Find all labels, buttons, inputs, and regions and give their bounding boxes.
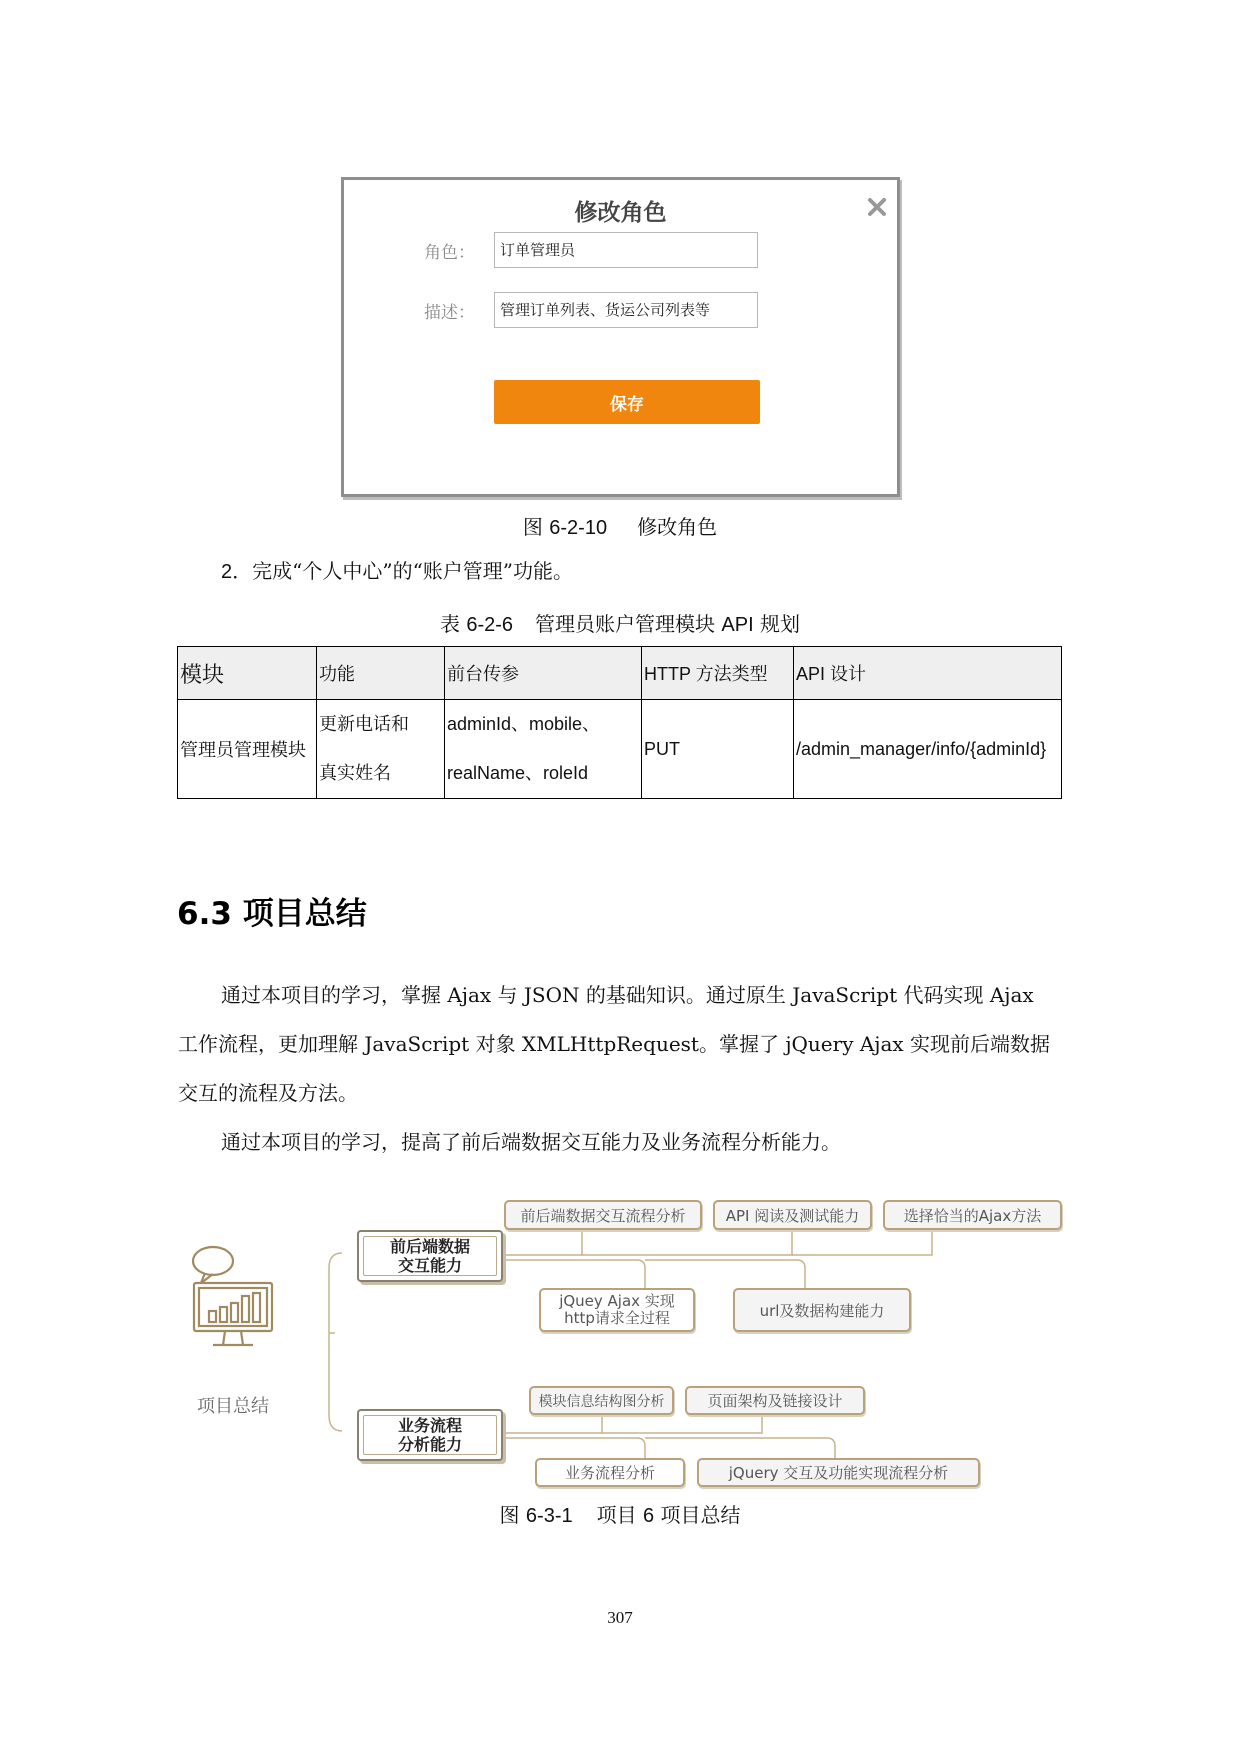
step-description: 完成“个人中心”的“账户管理”功能。 <box>252 559 574 583</box>
node-api-reading-testing: API 阅读及测试能力 <box>713 1200 872 1230</box>
node-interaction-flow-analysis: 前后端数据交互流程分析 <box>504 1200 702 1230</box>
page-number: 307 <box>607 1608 633 1627</box>
branch-business-analysis-line1: 业务流程 <box>397 1416 462 1435</box>
branch-business-analysis-line2: 分析能力 <box>397 1435 462 1454</box>
cell-function-line2: 真实姓名 <box>319 763 391 784</box>
cell-params-line1: adminId、mobile、 <box>447 714 601 734</box>
header-api-design: API 设计 <box>794 647 1062 700</box>
table-row <box>178 700 1062 799</box>
step-number: 2． <box>221 561 253 583</box>
node-jquery-ajax-http <box>539 1288 695 1332</box>
node-jquery-ajax-http-line2: http请求全过程 <box>564 1309 670 1327</box>
cell-module: 管理员管理模块 <box>178 700 317 799</box>
summary-paragraph-line1: 通过本项目的学习，掌握 Ajax 与 JSON 的基础知识。通过原生 JavaScript 代码实现 Ajax <box>221 983 1034 1007</box>
mindmap-root-label: 项目总结 <box>197 1396 269 1417</box>
table-caption-title-b: 规划 <box>753 612 801 636</box>
fig2-caption-prefix: 图 <box>499 1503 526 1527</box>
table-caption-6-2-6 <box>0 608 1240 637</box>
fig2-caption-title-b: 项目总结 <box>654 1503 741 1527</box>
node-page-architecture-design: 页面架构及链接设计 <box>685 1386 865 1415</box>
figure-caption-6-3-1 <box>0 1499 1240 1528</box>
caption-number: 6-2-10 <box>549 517 608 539</box>
description-input[interactable]: 管理订单列表、货运公司列表等 <box>494 292 758 328</box>
node-module-structure-analysis: 模块信息结构图分析 <box>529 1386 674 1415</box>
role-input[interactable]: 订单管理员 <box>494 232 758 268</box>
fig2-caption-title-a: 项目 <box>596 1503 643 1527</box>
table-header-row <box>178 647 1062 700</box>
api-plan-table <box>177 646 1062 799</box>
cell-function-line1: 更新电话和 <box>319 714 409 735</box>
caption-prefix: 图 <box>522 515 550 539</box>
summary-paragraph-line2: 工作流程，更加理解 JavaScript 对象 XMLHttpRequest。掌握了 jQuery Ajax 实现前后端数据 <box>178 1032 1051 1056</box>
branch-business-analysis <box>357 1409 503 1461</box>
branch-data-interaction-line1: 前后端数据 <box>389 1237 470 1256</box>
summary-paragraph-2: 通过本项目的学习，提高了前后端数据交互能力及业务流程分析能力。 <box>221 1130 841 1154</box>
save-button[interactable]: 保存 <box>494 380 760 424</box>
cell-method: PUT <box>642 700 794 799</box>
fig2-caption-title-num: 6 <box>642 1505 655 1527</box>
header-params: 前台传参 <box>445 647 642 700</box>
monitor-chart-icon <box>189 1243 279 1357</box>
figure-caption-6-2-10 <box>0 511 1240 540</box>
section-heading: 6.3 项目总结 <box>177 896 367 932</box>
cell-params-line2: realName、roleId <box>447 763 589 783</box>
step-2-text <box>221 547 1111 597</box>
header-http-method: HTTP 方法类型 <box>642 647 794 700</box>
caption-title: 修改角色 <box>637 515 718 539</box>
description-label: 描述： <box>424 303 475 323</box>
close-icon[interactable] <box>866 196 888 218</box>
cell-function <box>317 700 445 799</box>
fig2-caption-number: 6-3-1 <box>525 1505 573 1527</box>
branch-data-interaction <box>357 1230 503 1282</box>
node-business-flow-analysis: 业务流程分析 <box>535 1458 685 1487</box>
header-module: 模块 <box>178 647 317 700</box>
summary-paragraph-line3: 交互的流程及方法。 <box>178 1081 358 1105</box>
cell-api: /admin_manager/info/{adminId} <box>794 700 1062 799</box>
table-caption-title-a: 管理员账户管理模块 <box>535 612 722 636</box>
node-jquery-ajax-http-line1: jQuey Ajax 实现 <box>559 1292 675 1310</box>
edit-role-dialog <box>341 177 900 497</box>
table-caption-title-api: API <box>721 614 754 636</box>
project-summary-mindmap <box>177 1183 1066 1488</box>
node-jquery-function-flow-analysis: jQuery 交互及功能实现流程分析 <box>697 1458 980 1487</box>
node-choose-ajax-method: 选择恰当的Ajax方法 <box>883 1200 1062 1230</box>
table-caption-number: 6-2-6 <box>466 614 514 636</box>
header-function: 功能 <box>317 647 445 700</box>
node-url-data-construction: url及数据构建能力 <box>733 1288 911 1332</box>
table-caption-prefix: 表 <box>439 612 467 636</box>
role-label: 角色： <box>424 243 475 263</box>
branch-data-interaction-line2: 交互能力 <box>397 1256 462 1275</box>
cell-params <box>445 700 642 799</box>
dialog-title: 修改角色 <box>574 200 667 226</box>
